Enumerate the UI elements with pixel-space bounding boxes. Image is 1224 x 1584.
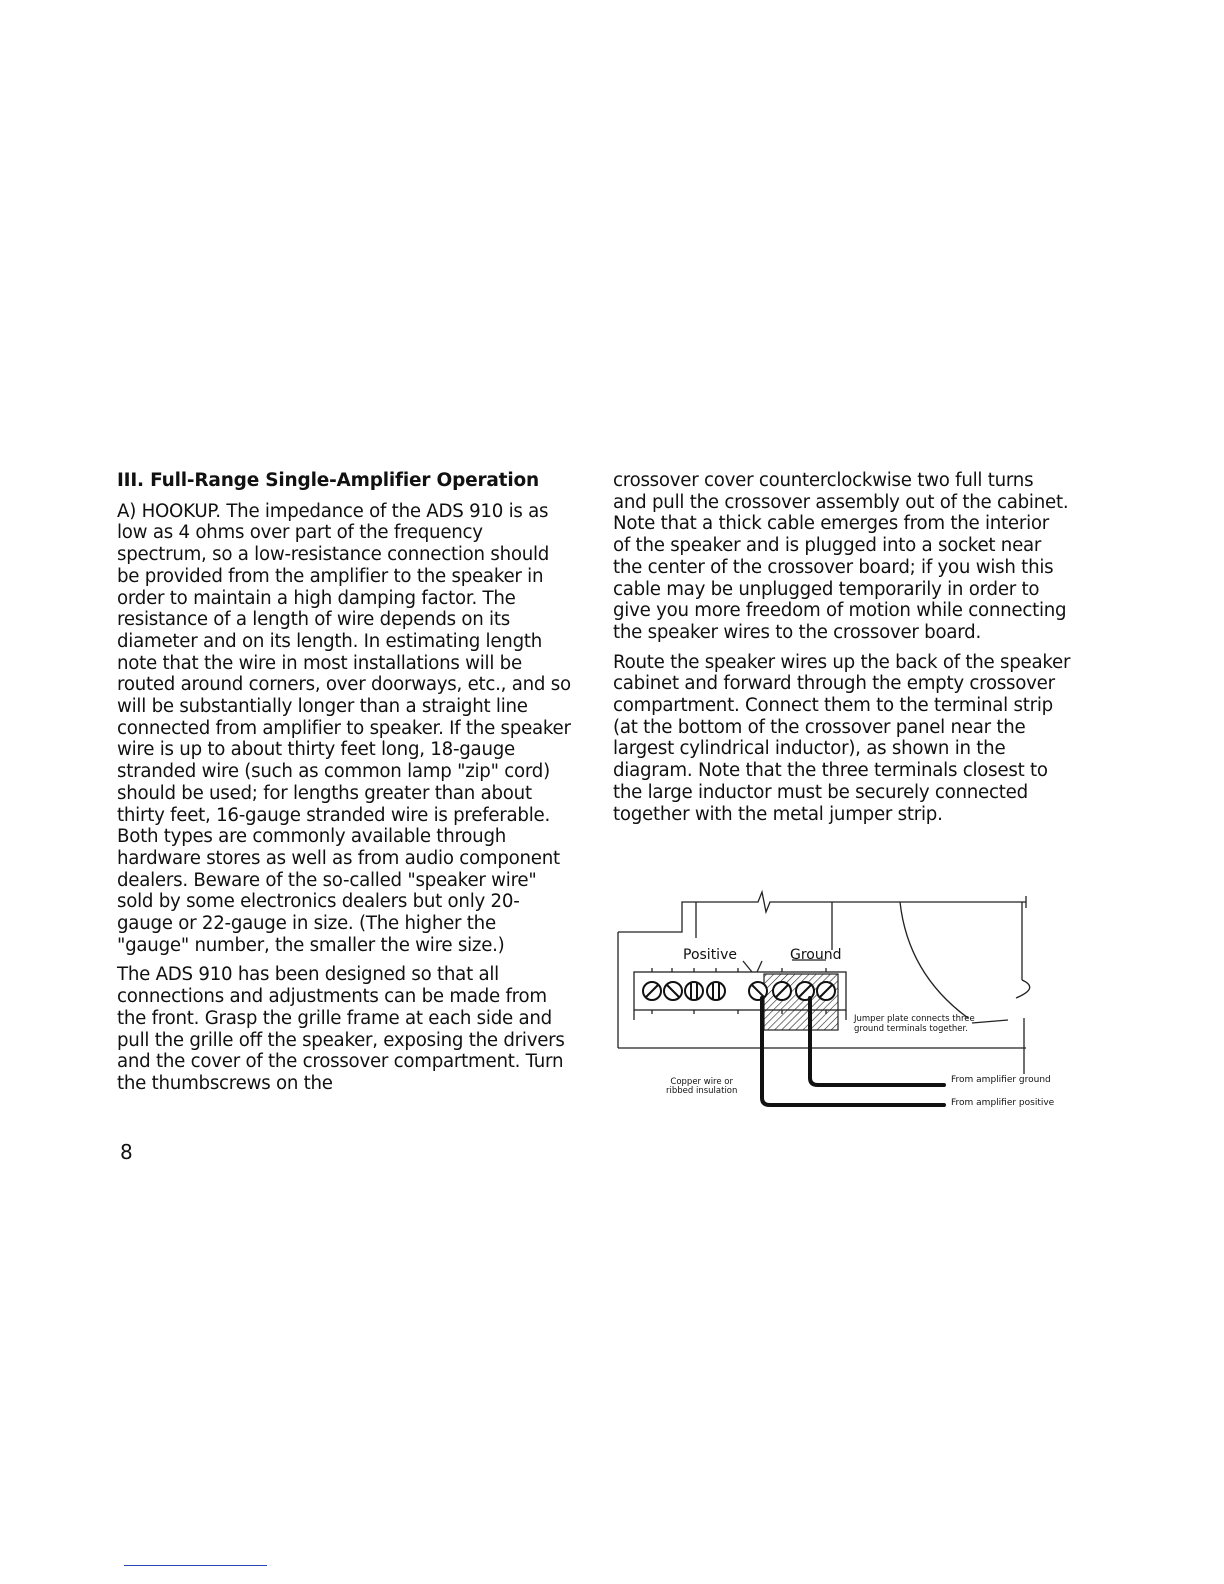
copper-wire-callout: [666, 1078, 737, 1096]
jumper-callout-line2: ground terminals together.: [854, 1024, 968, 1034]
front-access-paragraph: The ADS 910 has been designed so that all connections and adjustments can be made from the front. Grasp the grille frame at each side and pull the grille off the speaker, exposing the drivers and the cover of the crossover compartment. Turn the thumbscrews on the: [117, 964, 565, 1094]
right-column: [613, 470, 1071, 833]
copper-callout-line1: Copper wire or: [670, 1077, 733, 1087]
footer-rule: [124, 1565, 267, 1566]
wire-routing-paragraph: Route the speaker wires up the back of the speaker cabinet and forward through the empty crossover compartment. Connect them to the terminal strip (at the bottom of the crossover panel near the largest cylindrical inductor), as shown in the diagram. Note that the three terminals closest to the large inductor must be securely connected together with the metal jumper strip.: [613, 651, 1071, 825]
jumper-callout-line1: Jumper plate connects three: [854, 1014, 975, 1024]
jumper-plate-callout: [854, 1014, 975, 1034]
ground-label: Ground: [790, 947, 842, 963]
left-column: [117, 470, 572, 1103]
copper-callout-line2: ribbed insulation: [666, 1086, 738, 1096]
section-heading: III. Full-Range Single-Amplifier Operation: [117, 470, 539, 491]
hookup-paragraph: A) HOOKUP. The impedance of the ADS 910 is as low as 4 ohms over part of the frequency spectrum, so a low-resistance connection should be provided from the amplifier to the speaker in order to maintain a high damping factor. The resistance of a length of wire depends on its diameter and on its length. In estimating length note that the wire in most installations will be routed around corners, over doorways, etc., and so will be substantially longer than a straight line connected from amplifier to speaker. If the speaker wire is up to about thirty feet long, 18-gauge stranded wire (such as common lamp "zip" cord) should be used; for lengths greater than about thirty feet, 16-gauge stranded wire is preferable. Both types are commonly available through hardware stores as well as from audio component dealers. Beware of the so-called "speaker wire" sold by some electronics dealers but only 20-gauge or 22-gauge in size. (The higher the "gauge" number, the smaller the wire size.): [117, 500, 571, 956]
wiring-diagram: [612, 888, 1072, 1120]
from-amplifier-ground-label: From amplifier ground: [951, 1075, 1051, 1085]
page-number: 8: [120, 1140, 133, 1164]
crossover-removal-paragraph: crossover cover counterclockwise two full turns and pull the crossover assembly out of the cabinet. Note that a thick cable emerges from the interior of the speaker and is plugged into a socket near the center of the crossover board; if you wish this cable may be unplugged temporarily in order to give you more freedom of motion while connecting the speaker wires to the crossover board.: [613, 470, 1069, 643]
from-amplifier-positive-label: From amplifier positive: [951, 1098, 1055, 1108]
positive-label: Positive: [683, 947, 737, 963]
